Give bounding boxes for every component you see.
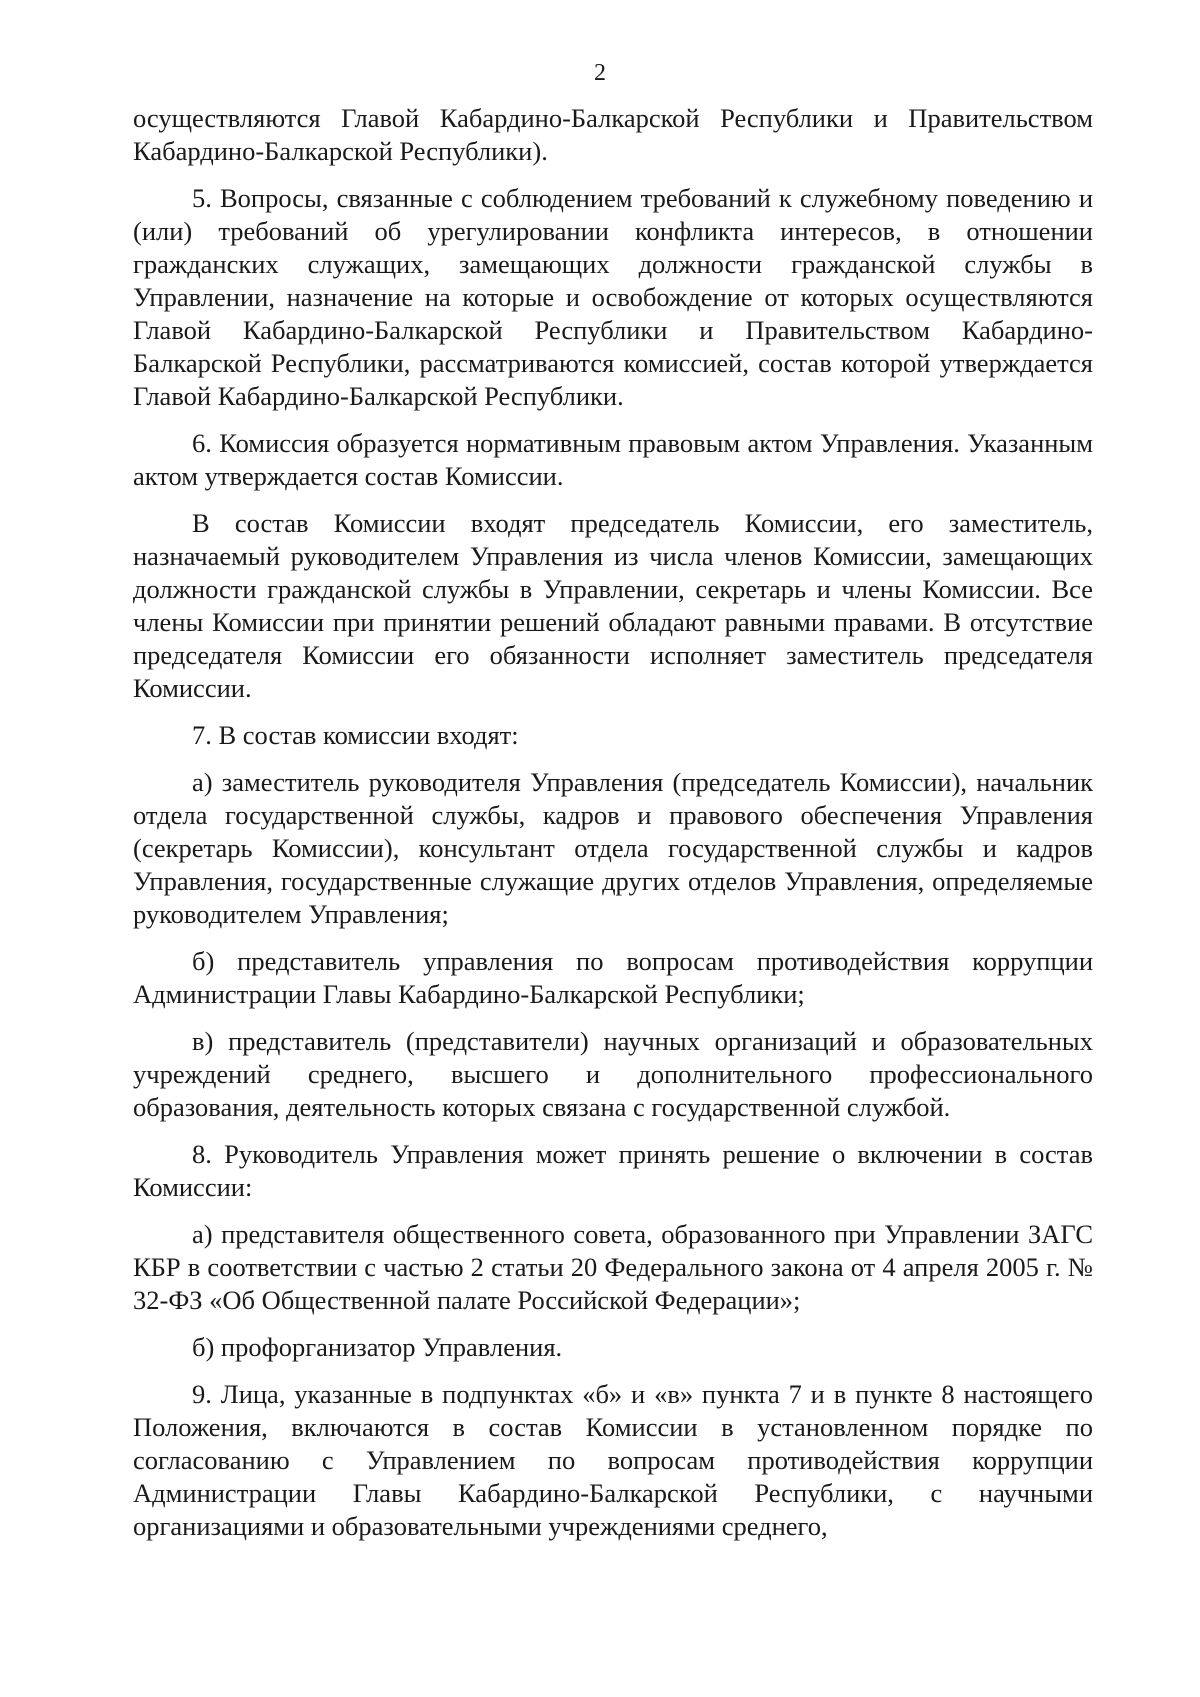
paragraph-8-a: а) представителя общественного совета, образованного при Управлении ЗАГС КБР в соответствии с частью 2 статьи 20 Федерального закона от 4 апреля 2005 г. № 32-ФЗ «Об Общественной палате Российской Федерации»; [133, 1219, 1093, 1315]
paragraph-5: 5. Вопросы, связанные с соблюдением требований к служебному поведению и (или) требований об урегулировании конфликта интересов, в отношении гражданских служащих, замещающих должности гражданской службы в Управлении, назначение на которые и освобождение от которых осуществляются Главой Кабардино-Балкарской Республики и Правительством Кабардино-Балкарской Республики, рассматриваются комиссией, состав которой утверждается Главой Кабардино-Балкарской Республики. [133, 183, 1093, 411]
paragraph-continuation: осуществляются Главой Кабардино-Балкарской Республики и Правительством Кабардино-Балкарской Республики). [133, 103, 1093, 166]
document-body [133, 102, 1093, 1557]
paragraph-7-v: в) представитель (представители) научных организаций и образовательных учреждений среднего, высшего и дополнительного профессионального образования, деятельность которых связана с государственной службой. [133, 1026, 1093, 1122]
paragraph-7-a: а) заместитель руководителя Управления (председатель Комиссии), начальник отдела государственной службы, кадров и правового обеспечения Управления (секретарь Комиссии), консультант отдела государственной службы и кадров Управления, государственные служащие других отделов Управления, определяемые руководителем Управления; [133, 767, 1093, 929]
paragraph-7: 7. В состав комиссии входят: [192, 720, 519, 750]
paragraph-6-composition: В состав Комиссии входят председатель Комиссии, его заместитель, назначаемый руководителем Управления из числа членов Комиссии, замещающих должности гражданской службы в Управлении, секретарь и члены Комиссии. Все члены Комиссии при принятии решений обладают равными правами. В отсутствие председателя Комиссии его обязанности исполняет заместитель председателя Комиссии. [133, 508, 1093, 703]
paragraph-7-b: б) представитель управления по вопросам противодействия коррупции Администрации Главы Кабардино-Балкарской Республики; [133, 946, 1093, 1009]
paragraph-8-b: б) профорганизатор Управления. [192, 1332, 563, 1362]
page-number: 2 [594, 60, 606, 86]
paragraph-6: 6. Комиссия образуется нормативным правовым актом Управления. Указанным актом утверждается состав Комиссии. [133, 428, 1093, 491]
paragraph-9: 9. Лица, указанные в подпунктах «б» и «в» пункта 7 и в пункте 8 настоящего Положения, включаются в состав Комиссии в установленном порядке по согласованию с Управлением по вопросам противодействия коррупции Администрации Главы Кабардино-Балкарской Республики, с научными организациями и образовательными учреждениями среднего, [133, 1379, 1093, 1541]
paragraph-8: 8. Руководитель Управления может принять решение о включении в состав Комиссии: [133, 1139, 1093, 1202]
